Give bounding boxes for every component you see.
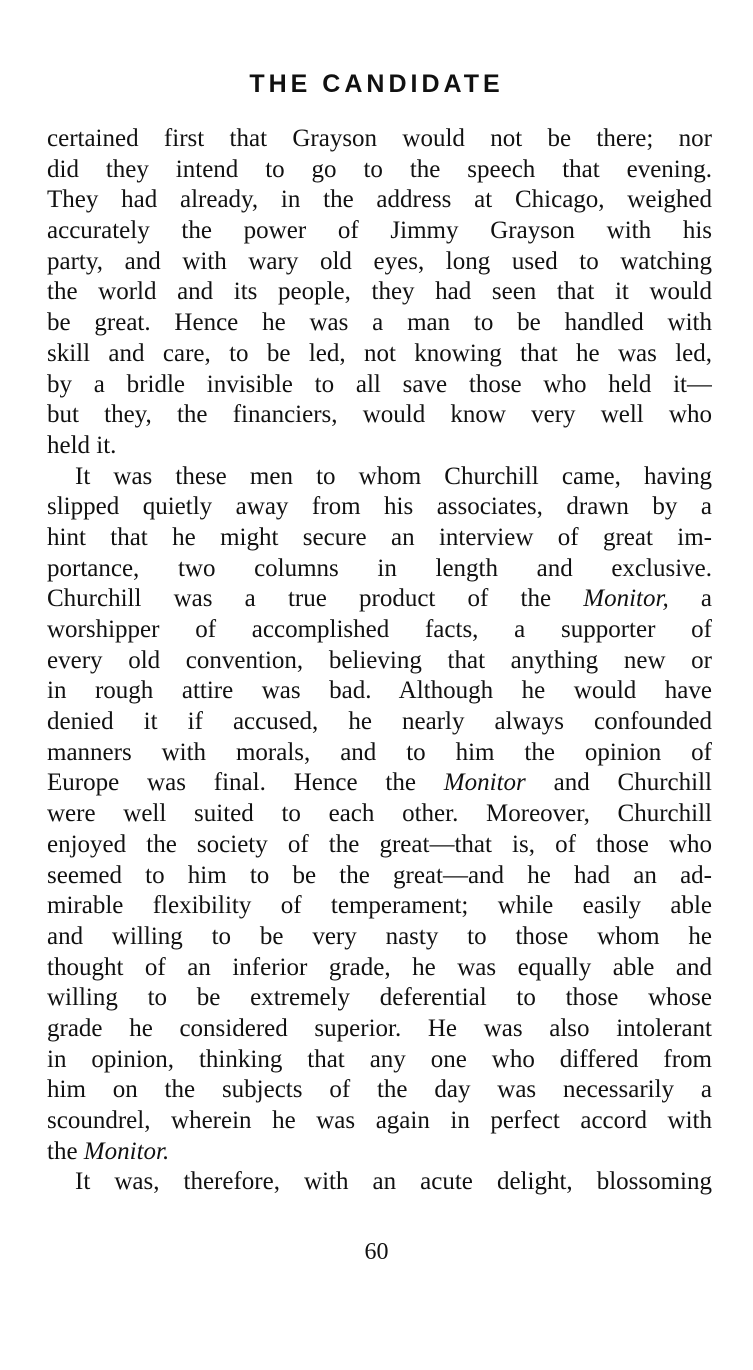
text-line: grade he considered superior. He was also intolerant [47, 1014, 712, 1042]
text-line: accurately the power of Jimmy Grayson with his [47, 217, 712, 245]
text-line: thought of an inferior grade, he was equally able and [47, 953, 712, 981]
text-line: enjoyed the society of the great—that is, of those who [47, 830, 712, 858]
text-line: in rough attire was bad. Although he would have [47, 677, 712, 705]
italic-title: Monitor [443, 769, 526, 797]
text-segment: Churchill was a true product of the [47, 585, 584, 613]
paragraph-end-line [47, 1137, 712, 1168]
text-line: were well suited to each other. Moreover, Churchill [47, 800, 712, 828]
text-line: scoundrel, wherein he was again in perfect accord with [47, 1107, 712, 1134]
text-line: but they, the financiers, would know very well who [47, 401, 712, 429]
body-text [47, 124, 712, 1198]
italic-title: Monitor. [83, 1137, 170, 1165]
text-line: by a bridle invisible to all save those who held it— [47, 370, 712, 398]
text-line: slipped quietly away from his associates, drawn by a [47, 493, 712, 521]
text-line: skill and care, to be led, not knowing that he was led, [47, 339, 712, 367]
text-line: certained first that Grayson would not be there; nor [47, 125, 712, 152]
text-segment: a [668, 585, 712, 613]
text-line: worshipper of accomplished facts, a supporter of [47, 616, 712, 643]
text-line: him on the subjects of the day was necessarily a [47, 1076, 712, 1104]
italic-title: Monitor, [583, 585, 669, 613]
text-line-with-italic [47, 768, 712, 799]
text-line: manners with morals, and to him the opinion of [47, 738, 712, 766]
text-line: seemed to him to be the great—and he had an ad- [47, 861, 712, 889]
running-head-title: THE CANDIDATE [249, 70, 504, 98]
text-line: in opinion, thinking that any one who differed from [47, 1045, 712, 1073]
text-line: denied it if accused, he nearly always confounded [47, 708, 712, 736]
text-segment: the [47, 1137, 84, 1165]
text-line: and willing to be very nasty to those whom he [47, 922, 712, 950]
text-line: party, and with wary old eyes, long used to watching [47, 247, 712, 275]
text-segment: and Churchill [525, 769, 712, 797]
text-line: did they intend to go to the speech that evening. [47, 155, 712, 183]
text-line: They had already, in the address at Chicago, weighed [47, 186, 712, 214]
text-line: the world and its people, they had seen that it would [47, 278, 712, 306]
text-line: be great. Hence he was a man to be handled with [47, 309, 712, 337]
text-line: hint that he might secure an interview of great im- [47, 523, 712, 551]
text-line: willing to be extremely deferential to those whose [47, 984, 712, 1012]
text-line: every old convention, believing that anything new or [47, 646, 712, 674]
text-segment: Europe was final. Hence the [47, 769, 444, 797]
page-number: 60 [364, 1239, 389, 1265]
paragraph-end-line: held it. [47, 431, 117, 459]
text-line-with-italic [47, 584, 712, 615]
text-line: mirable flexibility of temperament; while easily able [47, 892, 712, 920]
paragraph-start-line: It was these men to whom Churchill came, having [75, 462, 712, 490]
text-line: portance, two columns in length and exclusive. [47, 554, 712, 582]
paragraph-start-line: It was, therefore, with an acute delight, blossoming [75, 1168, 712, 1196]
